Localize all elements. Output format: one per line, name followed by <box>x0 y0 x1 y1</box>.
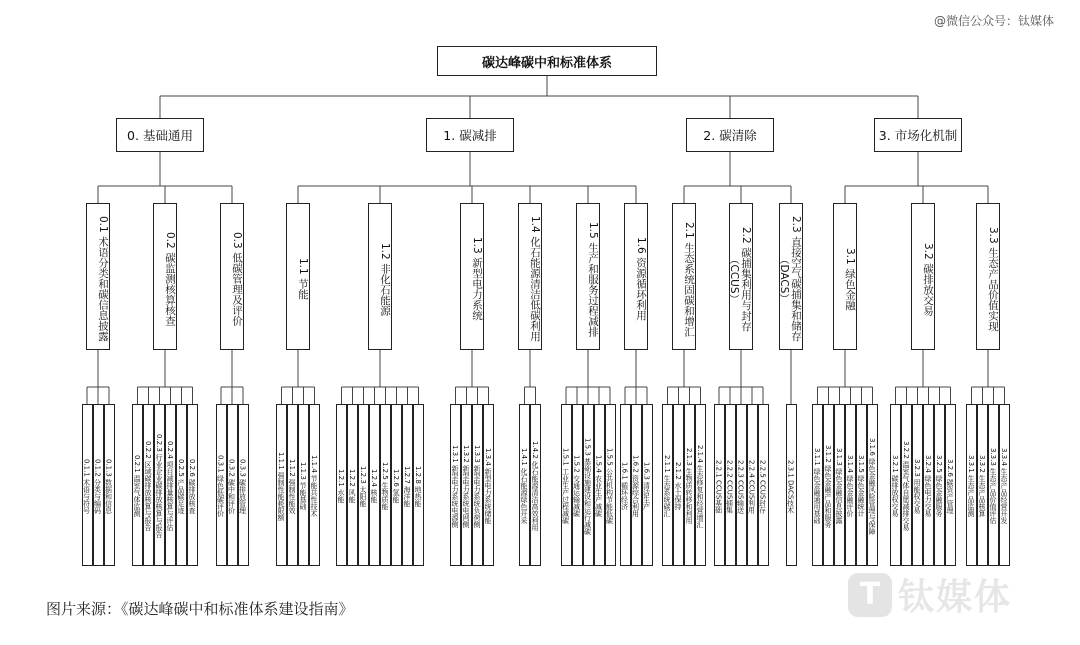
category-node: 0. 基础通用 <box>116 118 204 152</box>
standard-leaf-node: 2.2.5 CCUS封存 <box>758 404 769 566</box>
standard-leaf-node: 3.2.5 绿色金融服务 <box>934 404 945 566</box>
standard-leaf-node: 1.5.1 工业生产过程减碳 <box>561 404 572 566</box>
subcategory-node: 1.5 生产和服务过程减排 <box>576 203 600 350</box>
standard-leaf-node: 3.1.5 绿色金融统计 <box>856 404 867 566</box>
standard-leaf-node: 1.4.1 化石能源绿色开采 <box>519 404 530 566</box>
standard-leaf-node: 1.5.2 交通运输减碳 <box>572 404 583 566</box>
standard-leaf-node: 1.3.4 新型电力系统储能 <box>483 404 494 566</box>
subcategory-node: 1.1 节能 <box>286 203 310 350</box>
standard-leaf-node: 1.2.6 氢能 <box>391 404 402 566</box>
standard-leaf-node: 1.5.5 公共机构节能低碳 <box>605 404 616 566</box>
standard-leaf-node: 0.3.2 碳中和评价 <box>227 404 238 566</box>
standard-leaf-node: 0.2.2 区域碳排放核算与报告 <box>143 404 154 566</box>
standard-leaf-node: 3.1.6 绿色金融风险管理与保障 <box>867 404 878 566</box>
standard-leaf-node: 1.5.4 农业生产减碳 <box>594 404 605 566</box>
subcategory-node: 0.2 碳监测核算核查 <box>153 203 177 350</box>
subcategory-node: 2.1 生态系统固碳和增汇 <box>672 203 696 350</box>
standard-leaf-node: 2.1.3 生物质转移和利用 <box>684 404 695 566</box>
brand-logo <box>848 569 1012 620</box>
standard-leaf-node: 3.1.3 绿色金融信息披露 <box>834 404 845 566</box>
standard-leaf-node: 1.1.3 节能基础 <box>298 404 309 566</box>
subcategory-node: 1.3 新型电力系统 <box>460 203 484 350</box>
standard-leaf-node: 1.2.1 水能 <box>336 404 347 566</box>
subcategory-node: 2.2 碳捕集利用与封存（CCUS） <box>729 203 753 350</box>
standard-leaf-node: 2.1.2 水土保持 <box>673 404 684 566</box>
subcategory-node: 1.4 化石能源清洁低碳利用 <box>518 203 542 350</box>
subcategory-node: 2.3 直接空气碳捕集和储存（DACS） <box>779 203 803 350</box>
standard-leaf-node: 3.2.6 碳资产管理 <box>945 404 956 566</box>
standard-leaf-node: 1.3.3 新型电力系统负荷侧 <box>472 404 483 566</box>
standard-leaf-node: 0.1.2 分类与编码 <box>93 404 104 566</box>
standard-leaf-node: 2.1.1 生态系统碳汇 <box>662 404 673 566</box>
standard-leaf-node: 1.3.2 新型电力系统电网侧 <box>461 404 472 566</box>
standard-leaf-node: 1.2.5 生物质能 <box>380 404 391 566</box>
standard-leaf-node: 3.2.2 温室气体自愿减排交易 <box>901 404 912 566</box>
subcategory-node: 3.3 生态产品价值实现 <box>976 203 1000 350</box>
standard-leaf-node: 1.2.7 海洋能 <box>402 404 413 566</box>
standard-leaf-node: 0.2.1 温室气体监测 <box>132 404 143 566</box>
standard-leaf-node: 3.3.2 生态产品核算 <box>977 404 988 566</box>
category-node: 1. 碳减排 <box>426 118 514 152</box>
logo-text: 钛媒体 <box>898 577 1013 618</box>
standard-leaf-node: 3.1.4 绿色金融评价 <box>845 404 856 566</box>
root-node: 碳达峰碳中和标准体系 <box>437 46 657 76</box>
image-source-caption: 图片来源：《碳达峰碳中和标准体系建设指南》 <box>46 600 354 618</box>
standard-leaf-node: 3.2.3 用能权交易 <box>912 404 923 566</box>
standard-leaf-node: 2.3.1 DACS技术 <box>786 404 797 566</box>
standard-leaf-node: 1.4.2 化石能源清洁高效利用 <box>530 404 541 566</box>
standard-leaf-node: 1.6.3 清洁生产 <box>642 404 653 566</box>
standard-leaf-node: 3.3.3 生态产品价值评估 <box>988 404 999 566</box>
standard-leaf-node: 2.2.4 CCUS利用 <box>747 404 758 566</box>
standard-leaf-node: 0.3.1 绿色低碳评价 <box>216 404 227 566</box>
standard-leaf-node: 2.1.4 生态修复和经营增汇 <box>695 404 706 566</box>
standard-leaf-node: 1.3.1 新型电力系统电源侧 <box>450 404 461 566</box>
standard-leaf-node: 1.1.1 强制性能耗限额 <box>276 404 287 566</box>
standard-leaf-node: 2.2.2 CCUS捕集 <box>725 404 736 566</box>
standard-leaf-node: 1.2.8 地热能 <box>413 404 424 566</box>
standard-leaf-node: 1.2.4 核能 <box>369 404 380 566</box>
standard-leaf-node: 1.2.3 太阳能 <box>358 404 369 566</box>
logo-mark-icon: T <box>848 573 892 617</box>
standard-leaf-node: 0.3.3 碳排放管理 <box>238 404 249 566</box>
standard-leaf-node: 3.3.4 生态产品经营开发 <box>999 404 1010 566</box>
standard-leaf-node: 1.2.2 风能 <box>347 404 358 566</box>
standard-leaf-node: 3.2.1 碳排放权交易 <box>890 404 901 566</box>
standard-leaf-node: 1.1.2 强制性能效 <box>287 404 298 566</box>
standard-leaf-node: 0.1.3 数据和信息 <box>104 404 115 566</box>
standard-leaf-node: 0.2.3 行业企业碳排放核算与报告 <box>154 404 165 566</box>
standard-leaf-node: 2.2.3 CCUS输送 <box>736 404 747 566</box>
standard-leaf-node: 0.2.5 产品碳足迹 <box>176 404 187 566</box>
subcategory-node: 3.2 碳排放交易 <box>911 203 935 350</box>
standard-leaf-node: 0.2.6 碳排放核查 <box>187 404 198 566</box>
standard-leaf-node: 1.6.1 循环经济 <box>620 404 631 566</box>
standard-leaf-node: 1.6.2 资源综合利用 <box>631 404 642 566</box>
category-node: 2. 碳清除 <box>686 118 774 152</box>
standard-leaf-node: 2.2.1 CCUS基础 <box>714 404 725 566</box>
standard-leaf-node: 3.3.1 生态产品监测 <box>966 404 977 566</box>
standard-leaf-node: 1.5.3 基础设施建设和运行减碳 <box>583 404 594 566</box>
watermark-text: @微信公众号：钛媒体 <box>933 14 1054 28</box>
category-node: 3. 市场化机制 <box>874 118 962 152</box>
subcategory-node: 1.2 非化石能源 <box>368 203 392 350</box>
subcategory-node: 1.6 资源循环利用 <box>624 203 648 350</box>
standard-leaf-node: 0.1.1 术语与符号 <box>82 404 93 566</box>
standard-leaf-node: 3.1.2 绿色金融产品和服务 <box>823 404 834 566</box>
standard-leaf-node: 1.1.4 节能共性技术 <box>309 404 320 566</box>
standard-leaf-node: 0.2.4 项目减排量核算与评估 <box>165 404 176 566</box>
standard-leaf-node: 3.2.4 绿色电力交易 <box>923 404 934 566</box>
standard-leaf-node: 3.1.1 绿色金融通用基础 <box>812 404 823 566</box>
subcategory-node: 3.1 绿色金融 <box>833 203 857 350</box>
subcategory-node: 0.3 低碳管理及评价 <box>220 203 244 350</box>
subcategory-node: 0.1 术语分类和碳信息披露 <box>86 203 110 350</box>
